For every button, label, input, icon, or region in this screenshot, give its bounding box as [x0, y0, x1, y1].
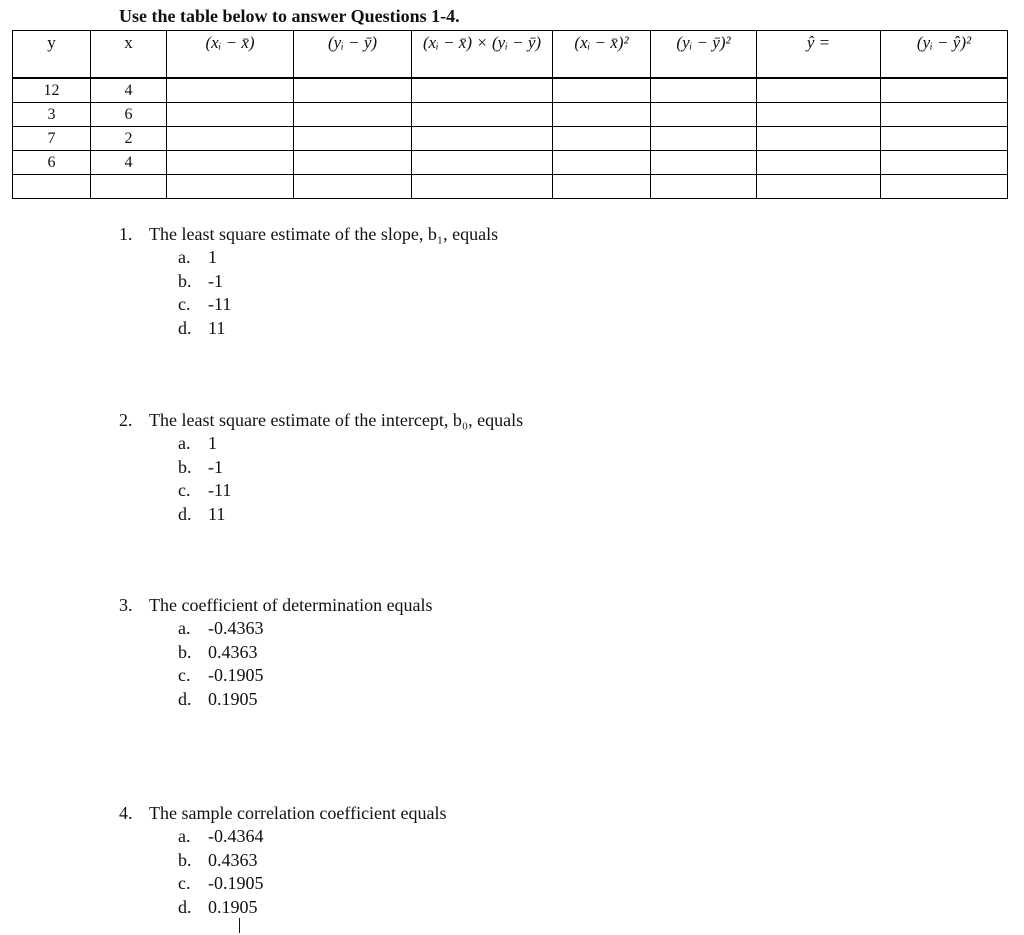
- option-b: [119, 270, 498, 294]
- table-cell: [412, 103, 553, 127]
- option-text: -11: [208, 480, 232, 500]
- option-a: [119, 432, 523, 456]
- option-letter: c.: [178, 873, 191, 893]
- option-text: 0.1905: [208, 688, 258, 709]
- question-stem: [119, 222, 498, 246]
- question-number: 1.: [119, 224, 133, 244]
- text-cursor: [239, 918, 240, 933]
- table-cell: [553, 151, 651, 175]
- header-x: x: [91, 31, 167, 79]
- option-d: [119, 317, 498, 341]
- table-cell: [881, 175, 1008, 199]
- option-letter: a.: [178, 618, 191, 638]
- table-cell: [91, 175, 167, 199]
- question-3: [119, 593, 433, 711]
- option-letter: b.: [178, 456, 192, 477]
- header-y: y: [13, 31, 91, 79]
- header-y-deviation-squared: (yᵢ − ȳ)²: [651, 31, 757, 79]
- table-cell: [651, 151, 757, 175]
- data-table: [12, 30, 1008, 199]
- table-cell: 12: [13, 78, 91, 103]
- option-text: -0.1905: [208, 665, 264, 685]
- option-text: -0.4364: [208, 826, 264, 846]
- option-text: -11: [208, 294, 232, 314]
- option-letter: d.: [178, 503, 192, 524]
- option-b: [119, 456, 523, 480]
- option-b: [119, 641, 433, 665]
- option-letter: c.: [178, 665, 191, 685]
- table-cell: [881, 78, 1008, 103]
- question-text: The least square estimate of the intercept, b₀, equals: [149, 410, 524, 430]
- table-body: [13, 78, 1008, 199]
- option-text: 1: [208, 247, 217, 267]
- table-header-row: [13, 31, 1008, 79]
- table-cell: [757, 127, 881, 151]
- table-cell: [294, 103, 412, 127]
- table-cell: [651, 127, 757, 151]
- question-text: The least square estimate of the slope, b₁, equals: [149, 224, 499, 244]
- option-c: [119, 664, 433, 688]
- table-cell: 4: [91, 151, 167, 175]
- option-letter: b.: [178, 641, 192, 662]
- table-cell: 6: [91, 103, 167, 127]
- option-letter: c.: [178, 294, 191, 314]
- question-text: The sample correlation coefficient equals: [149, 803, 447, 823]
- option-letter: a.: [178, 247, 191, 267]
- option-text: -0.1905: [208, 873, 264, 893]
- table-cell: [412, 127, 553, 151]
- option-text: 11: [208, 317, 226, 338]
- header-residual-squared: (yᵢ − ŷ)²: [881, 31, 1008, 79]
- table-cell: [167, 127, 294, 151]
- table-cell: [412, 78, 553, 103]
- header-x-deviation-squared: (xᵢ − x̄)²: [553, 31, 651, 79]
- question-2: [119, 408, 523, 526]
- table-cell: [294, 175, 412, 199]
- table-cell: [294, 127, 412, 151]
- table-cell: [294, 151, 412, 175]
- table-cell: [167, 78, 294, 103]
- table-cell: [553, 175, 651, 199]
- option-text: 0.4363: [208, 849, 258, 870]
- option-text: 0.4363: [208, 641, 258, 662]
- option-b: [119, 849, 447, 873]
- option-letter: d.: [178, 688, 192, 709]
- table-cell: 6: [13, 151, 91, 175]
- table-cell: [881, 151, 1008, 175]
- option-a: [119, 617, 433, 641]
- option-text: -1: [208, 270, 223, 291]
- question-number: 4.: [119, 803, 133, 823]
- table-cell: [651, 78, 757, 103]
- question-4: [119, 801, 447, 919]
- question-stem: [119, 801, 447, 825]
- option-letter: c.: [178, 480, 191, 500]
- table-cell: [13, 175, 91, 199]
- table-cell: [412, 151, 553, 175]
- table-cell: [167, 151, 294, 175]
- table-cell: 7: [13, 127, 91, 151]
- header-y-deviation: (yᵢ − ȳ): [294, 31, 412, 79]
- table-cell: [412, 175, 553, 199]
- table-cell: [167, 175, 294, 199]
- table-cell: [294, 78, 412, 103]
- table-cell: [553, 78, 651, 103]
- header-x-deviation: (xᵢ − x̄): [167, 31, 294, 79]
- table-cell: 4: [91, 78, 167, 103]
- table-cell: [757, 103, 881, 127]
- table-cell: [651, 103, 757, 127]
- table-row: [13, 175, 1008, 199]
- option-text: 0.1905: [208, 896, 258, 917]
- table-cell: [651, 175, 757, 199]
- option-d: [119, 896, 447, 920]
- option-letter: b.: [178, 849, 192, 870]
- option-a: [119, 246, 498, 270]
- option-letter: b.: [178, 270, 192, 291]
- table-cell: [757, 151, 881, 175]
- option-text: -0.4363: [208, 618, 264, 638]
- table-cell: 2: [91, 127, 167, 151]
- table-cell: [553, 127, 651, 151]
- option-c: [119, 293, 498, 317]
- table-cell: [167, 103, 294, 127]
- option-c: [119, 479, 523, 503]
- table-cell: [757, 175, 881, 199]
- question-stem: [119, 593, 433, 617]
- question-number: 3.: [119, 595, 133, 615]
- table-row: [13, 78, 1008, 103]
- option-letter: d.: [178, 896, 192, 917]
- option-letter: a.: [178, 433, 191, 453]
- question-text: The coefficient of determination equals: [149, 595, 433, 615]
- question-1: [119, 222, 498, 340]
- table-row: [13, 151, 1008, 175]
- option-a: [119, 825, 447, 849]
- table-row: [13, 127, 1008, 151]
- option-c: [119, 872, 447, 896]
- option-text: -1: [208, 456, 223, 477]
- question-stem: [119, 408, 523, 432]
- question-number: 2.: [119, 410, 133, 430]
- option-letter: a.: [178, 826, 191, 846]
- option-text: 11: [208, 503, 226, 524]
- table-cell: [553, 103, 651, 127]
- table-cell: [881, 127, 1008, 151]
- header-y-hat: ŷ =: [757, 31, 881, 79]
- table-row: [13, 103, 1008, 127]
- option-d: [119, 503, 523, 527]
- option-d: [119, 688, 433, 712]
- table-cell: [881, 103, 1008, 127]
- header-deviation-product: (xᵢ − x̄) × (yᵢ − ȳ): [412, 31, 553, 79]
- option-letter: d.: [178, 317, 192, 338]
- table-cell: 3: [13, 103, 91, 127]
- table-cell: [757, 78, 881, 103]
- option-text: 1: [208, 433, 217, 453]
- instructions-heading: Use the table below to answer Questions 1-4.: [119, 6, 460, 26]
